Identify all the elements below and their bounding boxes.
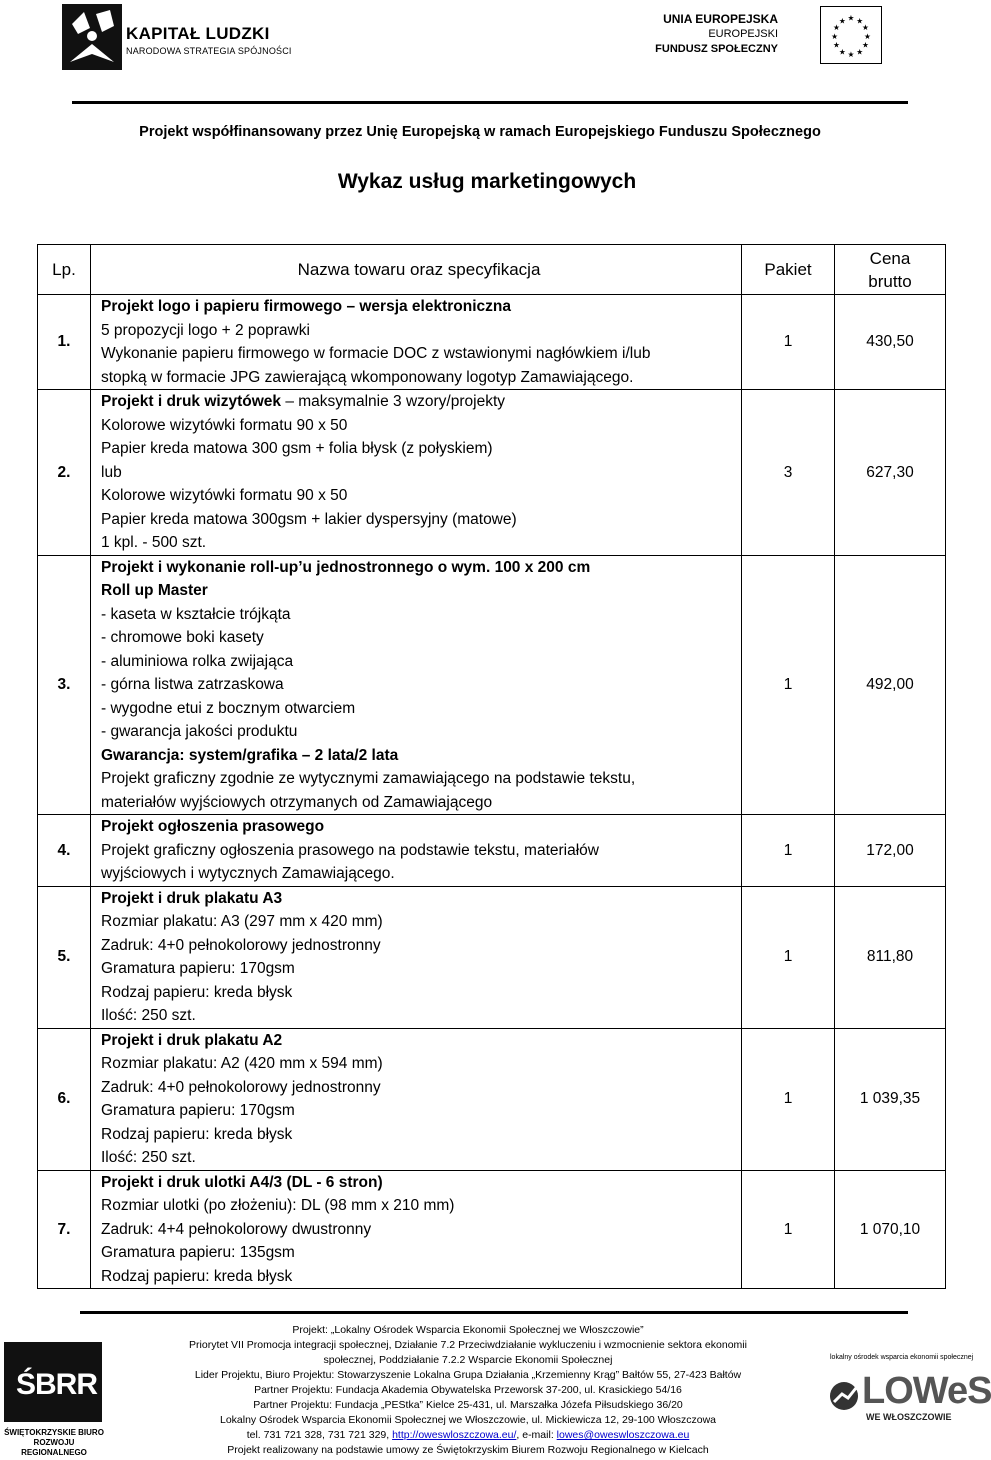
row-description — [91, 1170, 742, 1289]
lowes-logo — [826, 1354, 991, 1460]
cofinancing-note: Projekt współfinansowany przez Unię Europejską w ramach Europejskiego Funduszu Społecznego — [139, 124, 821, 140]
description-text: Gramatura papieru: 170gsm — [101, 960, 295, 977]
description-text: Ilość: 250 szt. — [101, 1007, 196, 1024]
description-line — [101, 910, 737, 934]
svg-text:★: ★ — [838, 47, 846, 57]
header-lp: Lp. — [38, 245, 91, 295]
description-text: Rodzaj papieru: kreda błysk — [101, 1125, 293, 1143]
description-line — [101, 437, 737, 461]
description-line — [101, 767, 737, 791]
description-bold: Gwarancja: system/grafika – 2 lata/2 lata — [101, 746, 399, 764]
description-line — [101, 934, 737, 958]
footer-text — [118, 1323, 818, 1458]
description-text: wyjściowych i wytycznych Zamawiającego. — [101, 865, 395, 882]
description-line — [101, 720, 737, 744]
description-line — [101, 1052, 737, 1076]
description-bold: Projekt i druk plakatu A3 — [101, 889, 283, 907]
description-line — [101, 461, 737, 485]
description-line — [101, 791, 737, 815]
table-row — [38, 1028, 946, 1170]
description-text: - gwarancja jakości produktu — [101, 723, 298, 740]
eu-logo-line3: FUNDUSZ SPOŁECZNY — [655, 43, 778, 55]
description-text: - kaseta w kształcie trójkąta — [101, 605, 291, 623]
svg-text:★: ★ — [833, 23, 840, 33]
description-line — [101, 1099, 737, 1123]
description-text: Zadruk: 4+0 pełnokolorowy jednostronny — [101, 1078, 381, 1096]
description-text: Papier kreda matowa 300 gsm + folia błysk (z połyskiem) — [101, 440, 493, 457]
description-line — [101, 1076, 737, 1100]
description-line — [101, 556, 737, 580]
footer-divider — [80, 1311, 908, 1314]
description-line — [101, 1029, 737, 1053]
header-divider — [72, 101, 908, 104]
row-pakiet: 1 — [742, 1028, 835, 1170]
footer-contact-line — [118, 1428, 818, 1443]
table-row — [38, 886, 946, 1028]
row-pakiet: 1 — [742, 555, 835, 815]
sbrr-caption-line2: ROZWOJU REGIONALNEGO — [21, 1438, 87, 1457]
sbrr-logo-text: ŚBRR — [16, 1368, 98, 1401]
footer-line: Projekt: „Lokalny Ośrodek Wsparcia Ekonomii Społecznej we Włoszczowie” — [292, 1324, 644, 1336]
row-pakiet: 1 — [742, 886, 835, 1028]
sbrr-caption — [0, 1428, 108, 1458]
description-line — [101, 1171, 737, 1195]
description-text: Projekt graficzny zgodnie ze wytycznymi zamawiającego na podstawie tekstu, — [101, 770, 636, 787]
header-cena-line1: Cena — [869, 248, 911, 268]
description-line — [101, 815, 737, 839]
table-row — [38, 295, 946, 390]
header-name: Nazwa towaru oraz specyfikacja — [91, 245, 742, 295]
description-line — [101, 390, 737, 414]
row-price: 1 039,35 — [835, 1028, 946, 1170]
description-text: Zadruk: 4+0 pełnokolorowy jednostronny — [101, 936, 381, 954]
description-line — [101, 484, 737, 508]
row-description — [91, 555, 742, 815]
svg-text:★: ★ — [856, 47, 864, 57]
kapital-ludzki-subtitle: NARODOWA STRATEGIA SPÓJNOŚCI — [126, 46, 292, 56]
row-price: 627,30 — [835, 390, 946, 556]
description-line — [101, 839, 737, 863]
description-line — [101, 1194, 737, 1218]
description-text: Papier kreda matowa 300gsm + lakier dyspersyjny (matowe) — [101, 510, 517, 528]
description-text: - chromowe boki kasety — [101, 629, 264, 646]
description-line — [101, 342, 737, 366]
row-number: 3. — [38, 555, 91, 815]
description-text: 5 propozycji logo + 2 poprawki — [101, 321, 310, 339]
description-text: Rodzaj papieru: kreda błysk — [101, 1267, 293, 1285]
table-header-row — [38, 245, 946, 295]
footer-line: społecznej, Poddziałanie 7.2.2 Wsparcie Ekonomii Społecznej — [323, 1354, 613, 1366]
description-line — [101, 1265, 737, 1289]
description-line — [101, 697, 737, 721]
description-bold: Projekt logo i papieru firmowego – wersja elektroniczna — [101, 298, 511, 315]
row-pakiet: 1 — [742, 815, 835, 887]
description-text: Rozmiar ulotki (po złożeniu): DL (98 mm x 210 mm) — [101, 1197, 455, 1214]
page-header — [0, 0, 960, 110]
kapital-ludzki-logo — [62, 4, 292, 70]
description-text: lub — [101, 463, 122, 481]
eu-flag-icon — [820, 6, 882, 64]
description-line — [101, 650, 737, 674]
description-text: - górna listwa zatrzaskowa — [101, 676, 284, 693]
header-cena — [835, 245, 946, 295]
footer-line: Projekt realizowany na podstawie umowy ze Świętokrzyskim Biurem Rozwoju Regionalnego w Kielcach — [227, 1444, 709, 1456]
row-pakiet: 3 — [742, 390, 835, 556]
row-pakiet: 1 — [742, 295, 835, 390]
svg-text:★: ★ — [862, 40, 869, 50]
footer-line: Lider Projektu, Biuro Projektu: Stowarzyszenie Lokalna Grupa Działania „Krzemienny Krąg” Bałtów 55, 27-423 Bałtów — [194, 1369, 742, 1381]
description-line — [101, 981, 737, 1005]
row-description — [91, 295, 742, 390]
description-line — [101, 744, 737, 768]
footer-line: Priorytet VII Promocja integracji społecznej, Działanie 7.2 Przeciwdziałanie wykluczeniu i wzmocnienie sektora ekonomii — [189, 1339, 747, 1351]
description-line — [101, 1241, 737, 1265]
description-line — [101, 862, 737, 886]
description-line — [101, 579, 737, 603]
description-text: - wygodne etui z bocznym otwarciem — [101, 699, 356, 717]
kapital-ludzki-title: KAPITAŁ LUDZKI — [126, 24, 270, 43]
row-number: 4. — [38, 815, 91, 887]
eu-logo — [655, 6, 882, 64]
description-line — [101, 319, 737, 343]
description-text: Gramatura papieru: 135gsm — [101, 1244, 295, 1261]
description-bold: Projekt ogłoszenia prasowego — [101, 818, 325, 835]
footer-email-label: , e-mail: — [516, 1429, 557, 1441]
description-line — [101, 531, 737, 555]
description-line — [101, 1004, 737, 1028]
description-text: Rozmiar plakatu: A3 (297 mm x 420 mm) — [101, 913, 383, 930]
description-line — [101, 603, 737, 627]
lowes-emblem-icon — [826, 1368, 862, 1428]
services-table — [37, 244, 946, 1289]
description-bold: Projekt i druk plakatu A2 — [101, 1031, 283, 1049]
row-price: 1 070,10 — [835, 1170, 946, 1289]
website-link[interactable]: http://oweswloszczowa.eu/ — [392, 1429, 517, 1441]
eu-logo-line1: UNIA EUROPEJSKA — [663, 12, 778, 26]
row-number: 5. — [38, 886, 91, 1028]
row-price: 430,50 — [835, 295, 946, 390]
header-cena-line2: brutto — [868, 271, 912, 291]
description-line — [101, 414, 737, 438]
description-bold: Projekt i druk wizytówek — [101, 393, 282, 410]
row-description — [91, 815, 742, 887]
description-bold: Projekt i druk ulotki A4/3 (DL - 6 stron) — [101, 1173, 383, 1191]
table-row — [38, 555, 946, 815]
sbrr-caption-line1: ŚWIĘTOKRZYSKIE BIURO — [4, 1428, 104, 1437]
description-text: 1 kpl. - 500 szt. — [101, 534, 207, 551]
description-text: stopką w formacie JPG zawierającą wkomponowany logotyp Zamawiającego. — [101, 368, 634, 386]
description-text: Rozmiar plakatu: A2 (420 mm x 594 mm) — [101, 1055, 383, 1072]
svg-text:★: ★ — [863, 31, 871, 41]
eu-logo-line2: EUROPEJSKI — [708, 28, 778, 40]
row-description — [91, 1028, 742, 1170]
description-text: Ilość: 250 szt. — [101, 1149, 196, 1166]
row-number: 2. — [38, 390, 91, 556]
table-row — [38, 390, 946, 556]
description-text: materiałów wyjściowych otrzymanych od Zamawiającego — [101, 793, 493, 811]
row-number: 7. — [38, 1170, 91, 1289]
svg-text:★: ★ — [833, 40, 840, 50]
description-line — [101, 1123, 737, 1147]
svg-text:★: ★ — [862, 23, 869, 33]
header-pakiet: Pakiet — [742, 245, 835, 295]
sbrr-logo — [0, 1338, 108, 1460]
description-text: Rodzaj papieru: kreda błysk — [101, 983, 293, 1001]
description-line — [101, 673, 737, 697]
svg-text:★: ★ — [838, 16, 846, 26]
footer-phone: tel. 731 721 328, 731 721 329, — [246, 1429, 393, 1441]
row-price: 811,80 — [835, 886, 946, 1028]
row-description — [91, 390, 742, 556]
eu-logo-text — [655, 12, 778, 57]
row-description — [91, 886, 742, 1028]
description-bold: Projekt i wykonanie roll-up’u jednostronnego o wym. 100 x 200 cm — [101, 558, 591, 576]
row-number: 6. — [38, 1028, 91, 1170]
description-text: Kolorowe wizytówki formatu 90 x 50 — [101, 487, 348, 504]
lowes-wordmark: LOWeS — [862, 1370, 991, 1412]
document-title: Wykaz usług marketingowych — [337, 170, 637, 193]
svg-text:★: ★ — [847, 50, 855, 60]
description-text: Kolorowe wizytówki formatu 90 x 50 — [101, 416, 348, 434]
sbrr-emblem — [4, 1342, 102, 1422]
description-line — [101, 1218, 737, 1242]
description-line — [101, 1146, 737, 1170]
row-price: 172,00 — [835, 815, 946, 887]
kapital-ludzki-emblem-icon — [62, 4, 122, 70]
svg-text:★: ★ — [856, 16, 864, 26]
email-link[interactable]: lowes@oweswloszczowa.eu — [556, 1429, 690, 1441]
table-row — [38, 1170, 946, 1289]
description-bold: Roll up Master — [101, 582, 208, 599]
footer-line: Lokalny Ośrodek Wsparcia Ekonomii Społecznej we Włoszczowie, ul. Mickiewicza 12, 29-100 Włoszczowa — [219, 1414, 717, 1426]
description-text: Gramatura papieru: 170gsm — [101, 1102, 295, 1119]
description-text: Wykonanie papieru firmowego w formacie DOC z wstawionymi nagłówkiem i/lub — [101, 345, 651, 362]
description-text: – maksymalnie 3 wzory/projekty — [281, 393, 505, 410]
row-pakiet: 1 — [742, 1170, 835, 1289]
lowes-caption: lokalny ośrodek wsparcia ekonomii społecznej — [830, 1354, 974, 1361]
table-body — [38, 295, 946, 1289]
row-price: 492,00 — [835, 555, 946, 815]
description-line — [101, 366, 737, 390]
footer-line: Partner Projektu: Fundacja „PEStka” Kielce 25-431, ul. Marszałka Józefa Piłsudskiego 36/20 — [253, 1399, 683, 1411]
svg-text:★: ★ — [847, 13, 855, 23]
description-text: Projekt graficzny ogłoszenia prasowego na podstawie tekstu, materiałów — [101, 841, 599, 859]
description-line — [101, 508, 737, 532]
footer-line: Partner Projektu: Fundacja Akademia Obywatelska Przeworsk 37-200, ul. Krasickiego 54/16 — [254, 1384, 682, 1396]
row-number: 1. — [38, 295, 91, 390]
svg-text:★: ★ — [831, 31, 839, 41]
description-line — [101, 957, 737, 981]
description-line — [101, 295, 737, 319]
description-line — [101, 626, 737, 650]
table-row — [38, 815, 946, 887]
description-text: Zadruk: 4+4 pełnokolorowy dwustronny — [101, 1220, 372, 1238]
lowes-subtitle: WE WŁOSZCZOWIE — [866, 1412, 952, 1422]
description-line — [101, 887, 737, 911]
description-text: - aluminiowa rolka zwijająca — [101, 652, 294, 670]
